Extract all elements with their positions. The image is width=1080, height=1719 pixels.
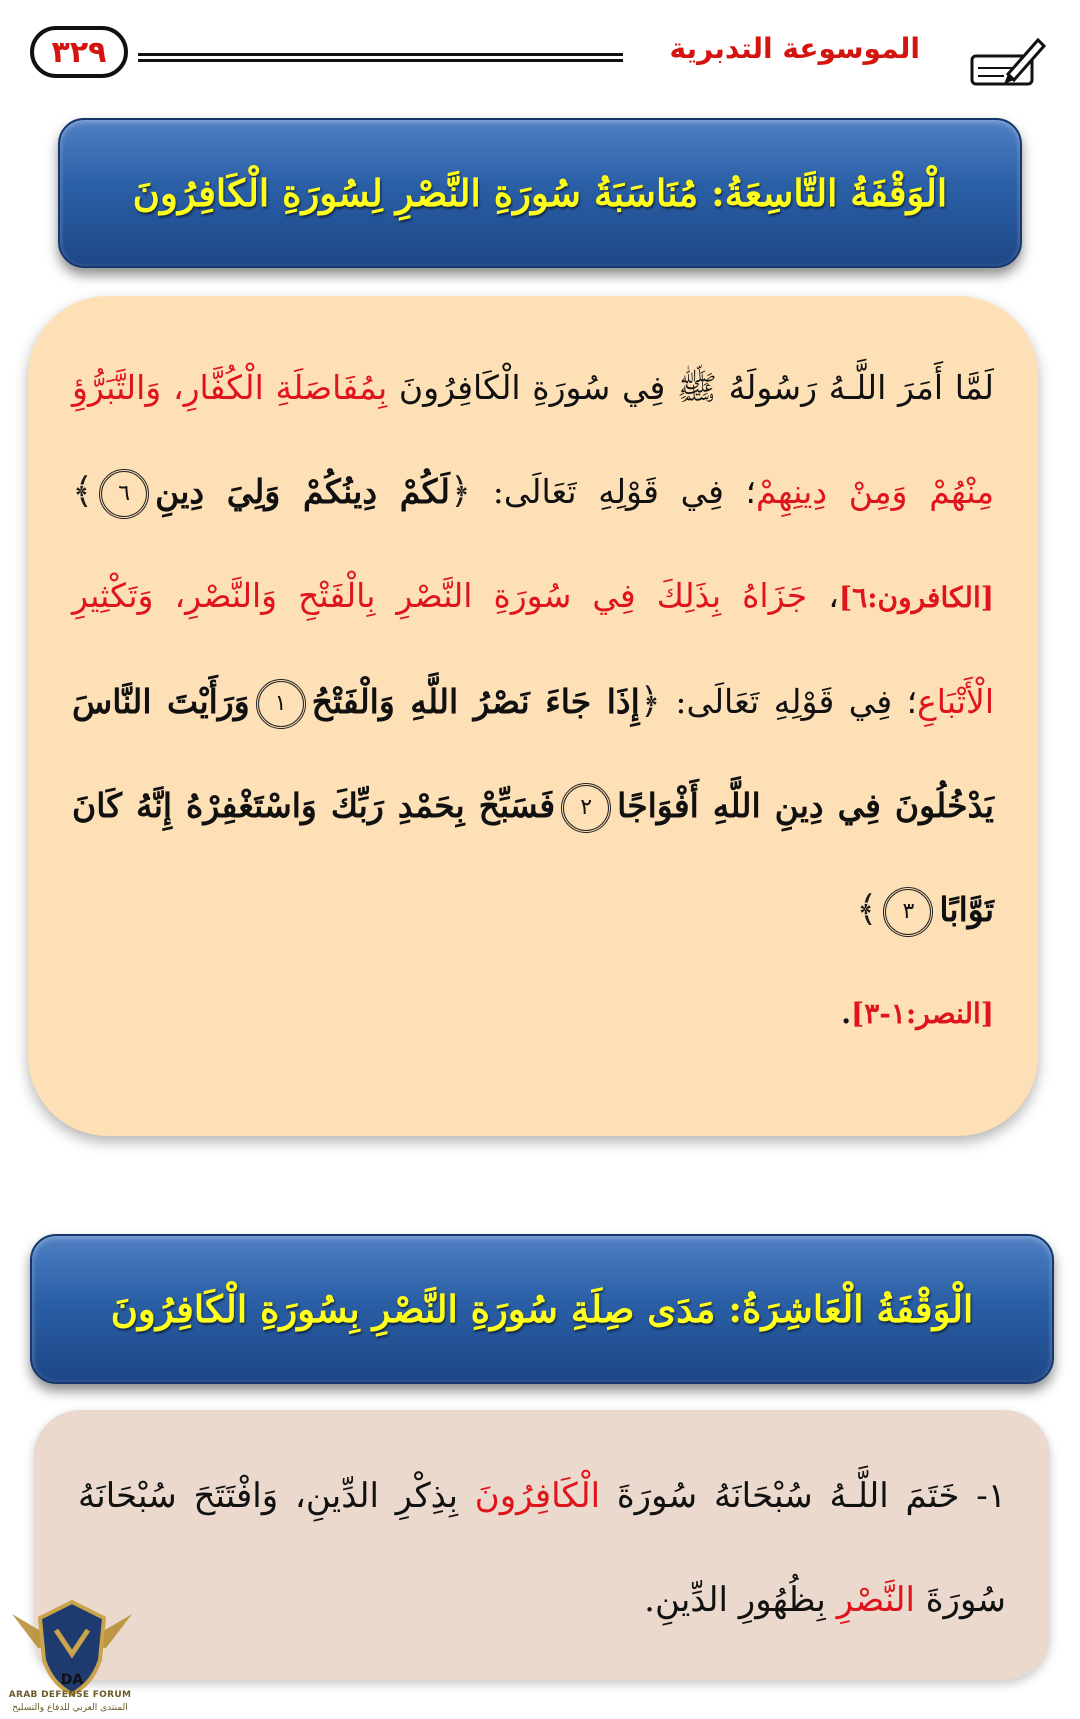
separator: ، <box>807 576 839 615</box>
verse-number-marker: ٢ <box>561 783 611 833</box>
section-9-title: الْوَقْفَةُ التَّاسِعَةُ: مُنَاسَبَةُ سُورَةِ النَّصْرِ لِسُورَةِ الْكَافِرُونَ <box>132 171 948 215</box>
logo-badge: DA <box>60 1672 84 1688</box>
header-divider <box>138 53 623 62</box>
intro-text-3: ؛ فِي قَوْلِهِ تَعَالَى: <box>660 682 918 721</box>
reference-kafirun: [الكافرون:٦] <box>838 581 994 614</box>
verse-number-marker: ٣ <box>883 887 933 937</box>
section-10-title: الْوَقْفَةُ الْعَاشِرَةُ: مَدَى صِلَةِ سُورَةِ النَّصْرِ بِسُورَةِ الْكَافِرُونَ <box>110 1287 974 1331</box>
section-9-banner <box>58 118 1022 268</box>
quran-bracket-open: ﴿ <box>639 681 661 722</box>
quran-verse-nasr-3: فَسَبِّحْ بِحَمْدِ رَبِّكَ وَاسْتَغْفِرْهُ إِنَّهُ كَانَ تَوَّابًا <box>72 786 994 929</box>
quran-bracket-close: ﴾ <box>72 471 94 512</box>
quran-bracket-open: ﴿ <box>449 471 472 512</box>
point-1-text-b: بِذِكْرِ الدِّينِ، وَافْتَتَحَ سُبْحَانَهُ سُورَةَ <box>78 1476 1006 1620</box>
logo-name-ar: المنتدى العربي للدفاع والتسليح <box>12 1703 128 1713</box>
page-number: ٣٢٩ <box>30 26 128 78</box>
point-1-text-a: ١- خَتَمَ اللَّـهُ سُبْحَانَهُ سُورَةَ <box>600 1476 1006 1516</box>
highlight-kafirun: الْكَافِرُونَ <box>474 1476 601 1516</box>
intro-text-1: لَمَّا أَمَرَ اللَّـهُ رَسُولَهُ ﷺ فِي سُورَةِ الْكَافِرُونَ <box>387 368 994 407</box>
book-title: الموسوعة التدبرية <box>669 32 920 65</box>
verse-number-marker: ٦ <box>99 469 149 519</box>
highlight-reward: جَزَاهُ بِذَلِكَ فِي سُورَةِ النَّصْرِ بِالْفَتْحِ وَالنَّصْرِ، وَتَكْثِيرِ الْأَتْبَاعِ <box>72 576 994 721</box>
section-10-content-box <box>34 1410 1050 1680</box>
section-9-content-box <box>28 296 1038 1136</box>
quran-verse-nasr-1: إِذَا جَاءَ نَصْرُ اللَّهِ وَالْفَتْحُ <box>311 682 640 721</box>
reference-nasr: [النصر:١-٣] <box>850 997 994 1030</box>
section-10-banner <box>30 1234 1054 1384</box>
end-period: . <box>841 997 851 1030</box>
quran-bracket-close: ﴾ <box>856 889 878 930</box>
highlight-separation: بِمُفَاصَلَةِ الْكُفَّارِ، وَالتَّبَرُّؤِ مِنْهُمْ وَمِنْ دِينِهِمْ <box>72 368 995 511</box>
point-1-text-c: بِظُهُورِ الدِّينِ. <box>644 1580 837 1620</box>
logo-name-en: ARAB DEFENSE FORUM <box>8 1690 132 1700</box>
highlight-nasr: النَّصْرِ <box>836 1580 915 1620</box>
quran-verse-kafirun-6: لَكُمْ دِينُكُمْ وَلِيَ دِينِ <box>155 472 450 511</box>
citation-line <box>72 962 994 1066</box>
intro-text-2: ؛ فِي قَوْلِهِ تَعَالَى: <box>471 472 757 511</box>
verse-number-marker: ١ <box>256 679 306 729</box>
pen-writing-icon <box>968 34 1046 90</box>
quran-verse-nasr-2: وَرَأَيْتَ النَّاسَ يَدْخُلُونَ فِي دِينِ اللَّهِ أَفْوَاجًا <box>72 682 994 825</box>
